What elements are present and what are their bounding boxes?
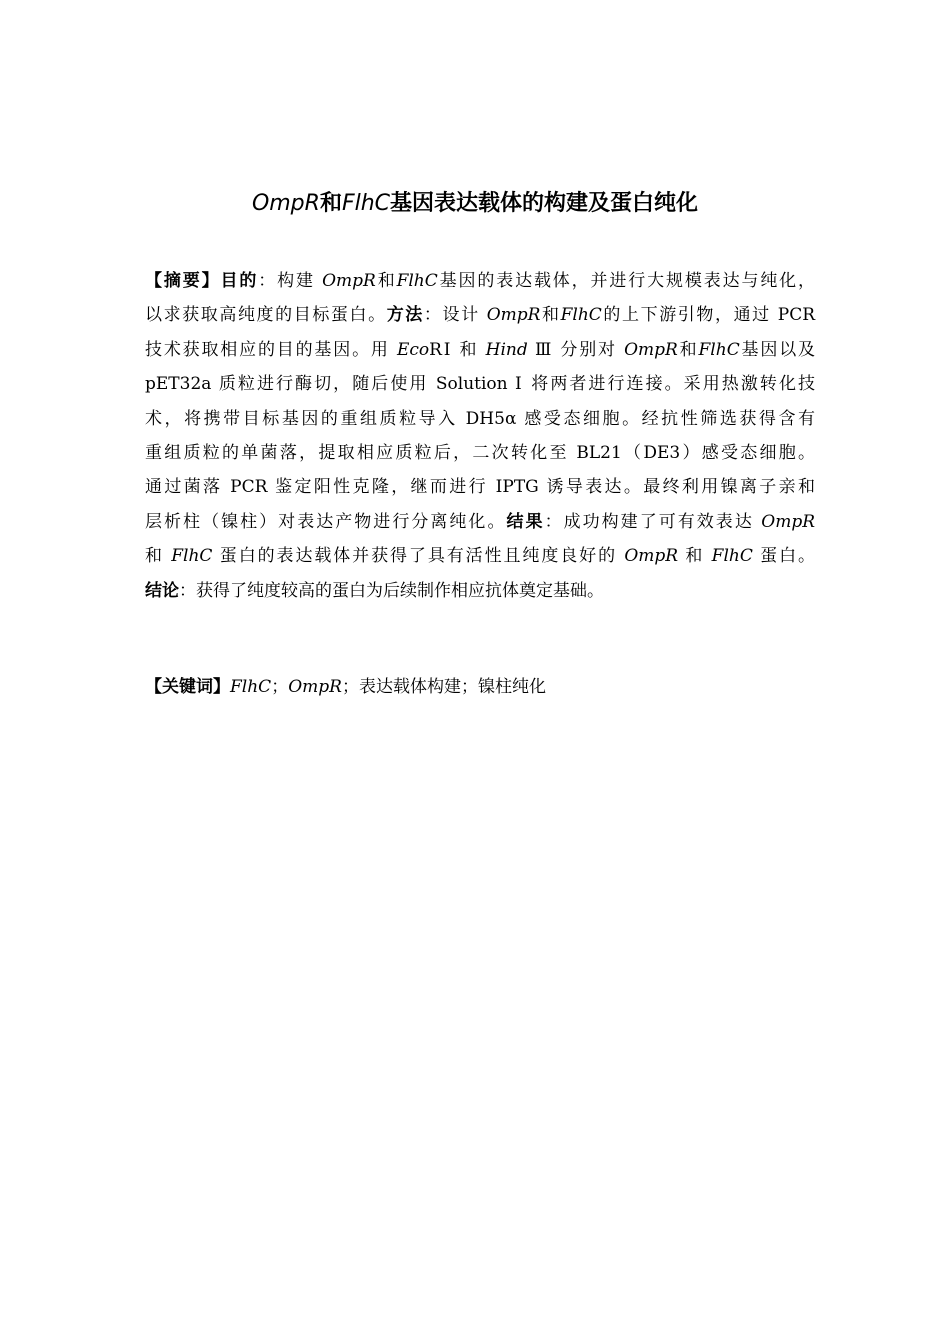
gene-name: FlhC (396, 271, 438, 291)
abstract-line (145, 505, 815, 539)
abstract-heading: 目的 (220, 271, 259, 291)
abstract-line (145, 298, 815, 332)
gene-name: OmpR (624, 339, 678, 360)
abstract-line (145, 574, 815, 608)
abstract-text: 的上下游引物，通过 PCR (601, 305, 816, 326)
abstract-line (145, 402, 815, 436)
abstract-line (145, 539, 815, 573)
gene-name: OmpR (761, 511, 816, 532)
abstract-text: ：设计 (423, 305, 487, 326)
title-gene-flhc: FlhC (341, 191, 391, 216)
abstract-line (145, 264, 815, 298)
abstract-heading: 方法 (386, 305, 424, 326)
abstract-text: Ⅲ 分别对 (527, 339, 625, 360)
abstract-line (145, 333, 815, 367)
gene-name: OmpR (486, 305, 541, 326)
abstract-text: 构建 (277, 271, 323, 291)
abstract-text: pET32a 质粒进行酶切，随后使用 Solution Ⅰ 将两者进行连接。采用热激转化技 (145, 374, 815, 395)
gene-name: FlhC (171, 546, 213, 567)
keyword-nickel-column: 镍柱纯化 (477, 677, 546, 697)
document-title (0, 188, 950, 220)
abstract-heading: 结论 (145, 580, 179, 601)
abstract-heading: 结果 (506, 511, 545, 532)
gene-name: FlhC (711, 546, 753, 567)
abstract-line (145, 367, 815, 401)
abstract-text: 术，将携带目标基因的重组质粒导入 DH5α 感受态细胞。经抗性筛选获得含有 (145, 408, 815, 429)
abstract-label: 【摘要】 (145, 271, 221, 291)
keyword-separator: ； (341, 677, 359, 697)
keyword-separator: ； (460, 677, 478, 697)
abstract-text: 基因以及 (739, 339, 816, 360)
abstract-text: 蛋白。 (752, 546, 816, 567)
gene-name: OmpR (322, 271, 376, 291)
abstract-text: 重组质粒的单菌落，提取相应质粒后，二次转化至 BL21（DE3）感受态细胞。 (145, 442, 815, 463)
abstract-text: ： (258, 271, 278, 291)
abstract-text: ：获得了纯度较高的蛋白为后续制作相应抗体奠定基础。 (179, 580, 604, 601)
gene-name: FlhC (698, 339, 740, 360)
abstract-text: 和 (540, 305, 561, 326)
abstract-line (145, 470, 815, 504)
keyword-expression-vector: 表达载体构建 (358, 677, 461, 697)
abstract-text: 以求获取高纯度的目标蛋白。 (145, 305, 387, 326)
abstract-text: 层析柱（镍柱）对表达产物进行分离纯化。 (145, 511, 507, 532)
keyword-ompr: OmpR (288, 677, 342, 697)
gene-name: OmpR (624, 546, 679, 567)
abstract-text: 蛋白的表达载体并获得了具有活性且纯度良好的 (212, 546, 625, 567)
abstract-text: RⅠ 和 (429, 339, 486, 360)
keyword-flhc: FlhC (230, 677, 272, 697)
abstract-text: 和 (145, 546, 172, 567)
abstract-text: 技术获取相应的目的基因。用 (145, 339, 397, 360)
title-rest: 基因表达载体的构建及蛋白纯化 (390, 191, 699, 216)
abstract-text: 和 (375, 271, 397, 291)
abstract-text: 基因的表达载体，并进行大规模表达与纯化， (437, 271, 816, 291)
gene-name: Eco (396, 339, 430, 360)
abstract-text: ：成功构建了可有效表达 (544, 511, 762, 532)
gene-name: Hind (485, 339, 528, 360)
abstract-line (145, 436, 815, 470)
title-gene-ompr: OmpR (251, 191, 320, 216)
keyword-separator: ； (271, 677, 289, 697)
title-conjunction: 和 (319, 191, 342, 216)
keywords-section (145, 670, 815, 704)
gene-name: FlhC (560, 305, 602, 326)
keywords-label: 【关键词】 (145, 677, 230, 697)
abstract-text: 和 (677, 339, 699, 360)
abstract-section (145, 264, 815, 608)
abstract-text: 和 (678, 546, 712, 567)
abstract-text: 通过菌落 PCR 鉴定阳性克隆，继而进行 IPTG 诱导表达。最终利用镍离子亲和 (145, 477, 815, 498)
